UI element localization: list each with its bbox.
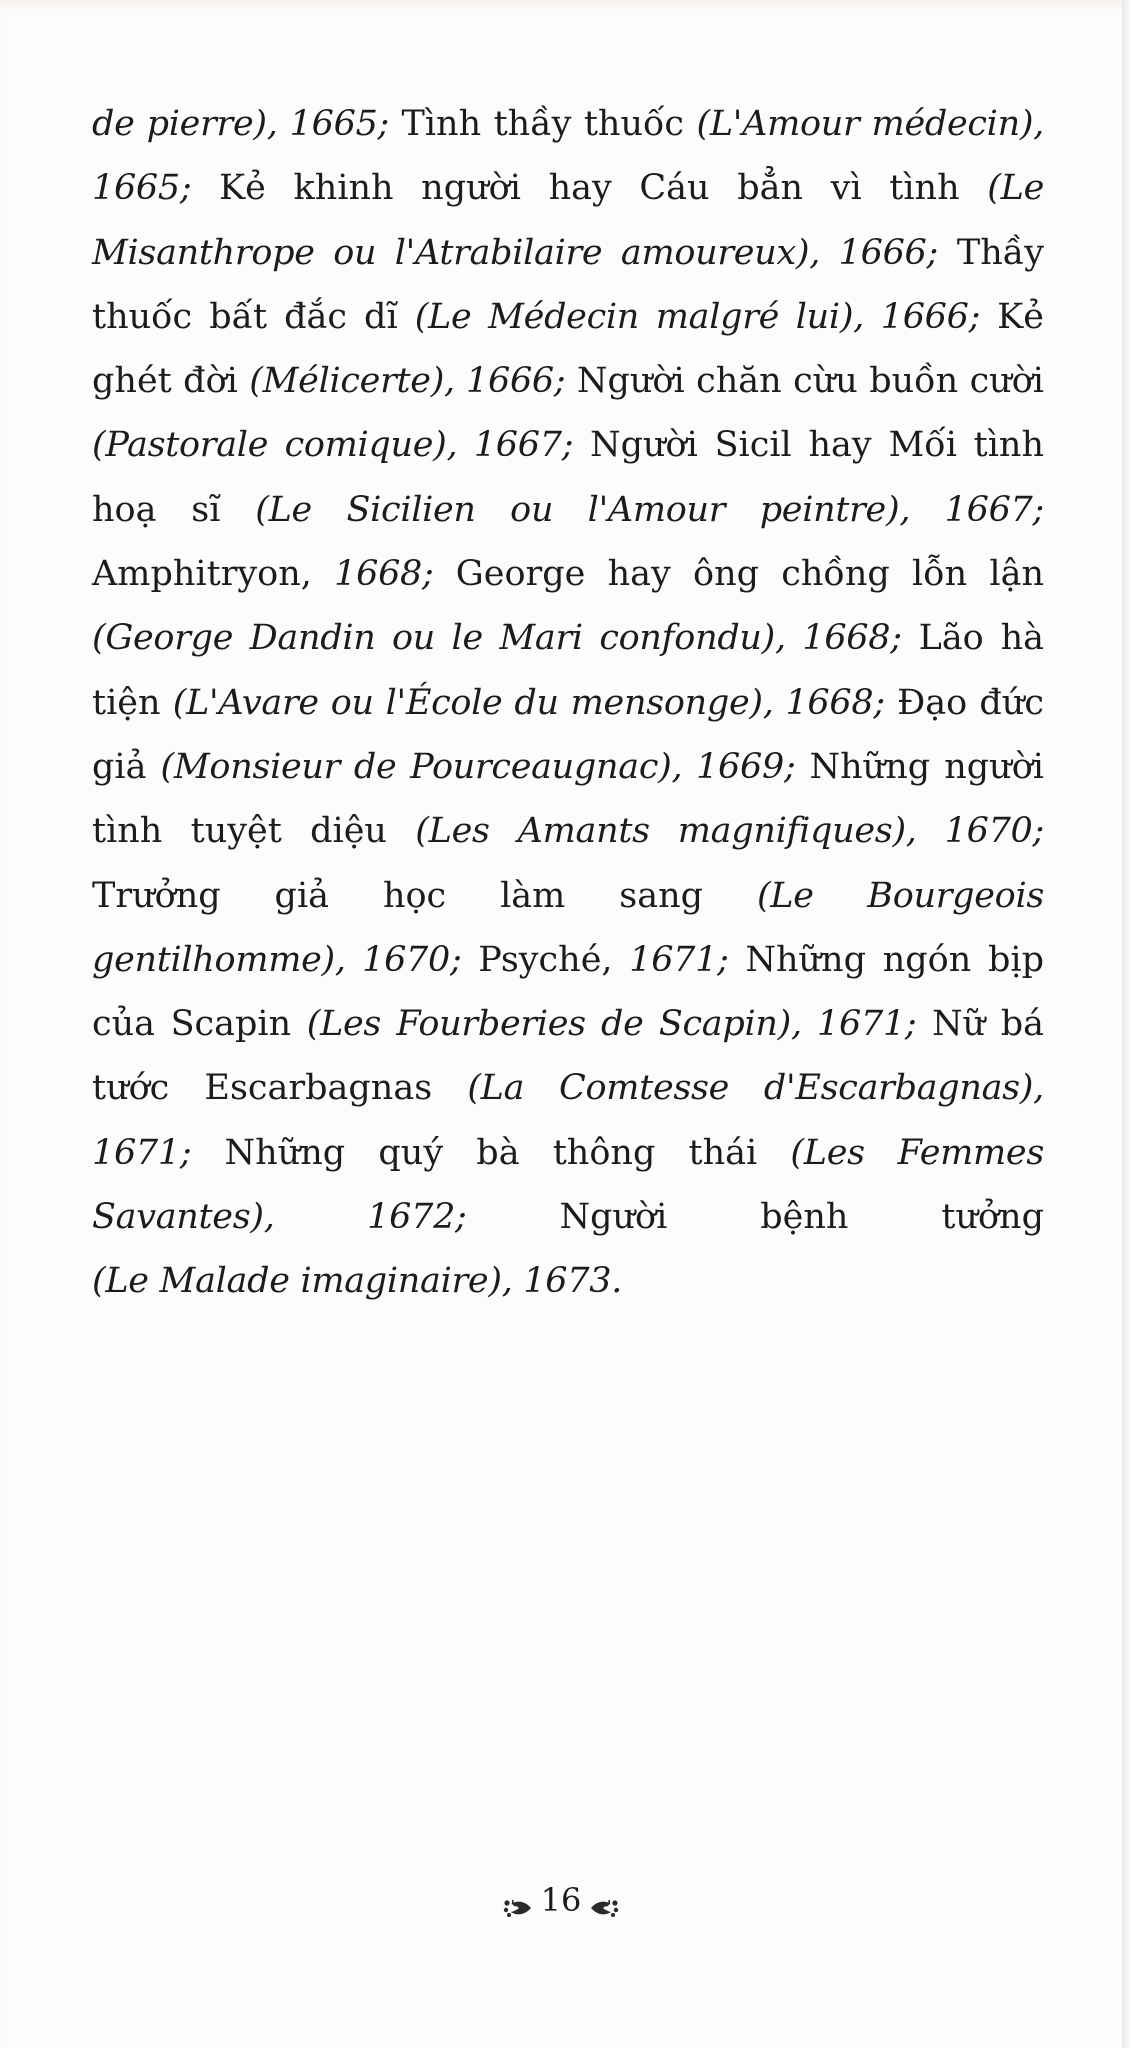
paragraph-text-last-line [92,1249,1044,1313]
text-run: Kẻ khinh người hay Cáu bẳn vì tình [191,168,988,209]
work-title-italic: (Les Femmes Savantes), 1672; [92,1132,1044,1238]
text-run: Những quý bà thông thái [191,1132,791,1173]
text-run: Những ngón bịp của Scapin [92,939,1044,1045]
work-title-italic: de pierre), 1665; [92,104,390,144]
work-title-italic: (George Dandin ou le Mari confondu), 1668; [92,618,902,659]
text-run: Người Sicil hay Mối tình hoạ sĩ [92,425,1044,530]
work-title-italic: 1668; [334,554,434,595]
text-run: Người chăn cừu buồn cười [565,361,1044,402]
work-title-italic: 1671; [629,939,729,980]
work-title-italic: (Monsieur de Pourceaugnac), 1669; [160,746,796,787]
text-run: George hay ông chồng lỗn lận [433,554,1044,595]
work-title-italic: (La Comtesse d'Escarbagnas), 1671; [92,1068,1044,1173]
work-title-italic: (L'Amour médecin), 1665; [92,104,1044,209]
text-run: Nữ bá tước Escarbagnas [92,1004,1044,1109]
text-run: Những người tình tuyệt diệu [92,746,1044,852]
work-title-italic: (Le Bourgeois gentilhomme), 1670; [92,875,1044,980]
paragraph-text-justified [92,92,1044,1249]
text-run: Kẻ ghét đời [92,296,1044,402]
page-folio [0,1878,1122,1919]
text-run: Thầy thuốc bất đắc dĩ [92,232,1044,337]
text-run: Lão hà tiện [92,618,1044,723]
text-run: Tình thầy thuốc [389,104,697,144]
text-run: Người bệnh tưởng [466,1197,1044,1238]
work-title-italic: (L'Avare ou l'École du mensonge), 1668; [172,682,885,723]
work-title-italic: (Mélicerte), 1666; [249,361,566,402]
text-run: Trưởng giả học làm sang [92,875,757,916]
page-edge-shadow [1122,0,1132,2048]
floral-ornament-left-icon [503,1889,533,1911]
page-number: 16 [540,1880,582,1919]
floral-ornament-right-icon [589,1889,619,1911]
work-title-italic: (Le Médecin malgré lui), 1666; [414,296,981,337]
work-title-italic: (Pastorale comique), 1667; [92,425,574,466]
work-title-italic: (Le Sicilien ou l'Amour peintre), 1667; [255,489,1045,530]
text-run: Amphitryon, [92,554,335,595]
text-run: Đạo đức giả [92,682,1044,787]
text-run: Psyché, [461,939,630,980]
work-title-italic: (Les Fourberies de Scapin), 1671; [306,1004,917,1045]
work-title-italic: (Les Amants magnifiques), 1670; [415,811,1045,852]
body-paragraph [92,92,1044,1314]
work-title-italic: (Le Misanthrope ou l'Atrabilaire amoureux), 1666; [92,168,1044,273]
work-title-italic: (Le Malade imaginaire), 1673. [92,1261,623,1302]
